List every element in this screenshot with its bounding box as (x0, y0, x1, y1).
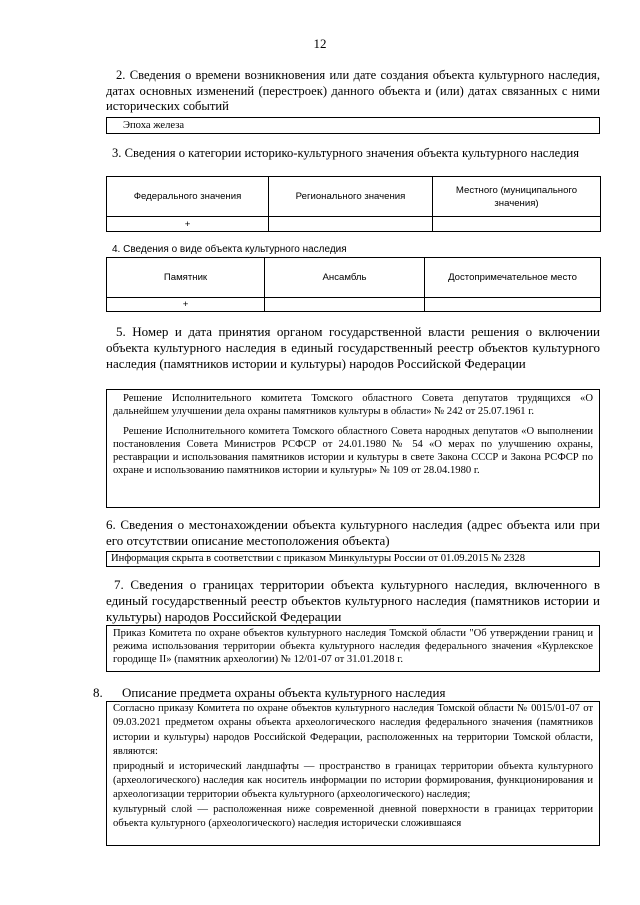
section4-mark-landmark (425, 298, 601, 312)
section3-col-federal: Федерального значения (107, 177, 269, 217)
section5-decision-1961: Решение Исполнительного комитета Томского областного Совета депутатов трудящихся «О дальнейшем улучшении дела охраны памятников культуры в области» № 242 от 25.07.1961 г. (113, 393, 593, 417)
section5-heading: 5. Номер и дата принятия органом государственной власти решения о включении объекта культурного наследия в единый государственный реестр объектов культурного наследия (памятников истории и культуры) народов Российской Федерации (106, 324, 600, 371)
section8-paragraph-1: Согласно приказу Комитета по охране объектов культурного наследия Томской области № 0015/01-07 от 09.03.2021 предметом охраны объекта археологического наследия федерального значения (памятников истории и культуры) народов Российской Федерации, расположенных на территории Томской области, являются: (113, 703, 593, 758)
section7-value: Приказ Комитета по охране объектов культурного наследия Томской области "Об утверждении границ и режима использования территории объекта культурного наследия федерального значения «Курлекское городище II» (памятник археологии) № 12/01-07 от 31.01.2018 г. (113, 628, 593, 665)
section8-paragraph-2: природный и исторический ландшафты — пространство в границах территории объекта культурного (археологического) наследия как носитель информации по истории формирования, функционирования и археологизации территории объекта культурного (археологического) наследия; (113, 760, 593, 801)
section2-value: Эпоха железа (123, 120, 185, 131)
section3-col-local: Местного (муниципального значения) (433, 177, 601, 217)
page-number: 12 (313, 36, 327, 51)
section4-table (106, 257, 601, 312)
section4-col-monument: Памятник (107, 258, 265, 298)
section3-heading: 3. Сведения о категории историко-культурного значения объекта культурного наследия (112, 146, 580, 160)
section8-heading: Описание предмета охраны объекта культурного наследия (122, 685, 446, 700)
section3-table (106, 176, 601, 232)
section7-value-box (106, 625, 600, 672)
section6-value-box (106, 551, 600, 567)
section8-number: 8. (93, 685, 103, 700)
section3-mark-local (433, 217, 601, 232)
section4-col-landmark: Достопримечательное место (425, 258, 601, 298)
section4-mark-monument: + (107, 298, 265, 312)
section8-box (106, 701, 600, 846)
section3-col-regional: Регионального значения (269, 177, 433, 217)
section7-heading: 7. Сведения о границах территории объекта культурного наследия, включенного в единый государственный реестр объектов культурного наследия (памятников истории и культуры) народов Российской Федерации (106, 577, 600, 624)
section3-mark-regional (269, 217, 433, 232)
section2-heading: 2. Сведения о времени возникновения или дате создания объекта культурного наследия, датах основных изменений (перестроек) данного объекта и (или) датах связанных с ними исторических событий (106, 68, 600, 113)
section6-heading: 6. Сведения о местонахождении объекта культурного наследия (адрес объекта или при его отсутствии описание местоположения объекта) (106, 517, 600, 548)
section5-box (106, 389, 600, 508)
section4-mark-ensemble (265, 298, 425, 312)
section5-decision-1980: Решение Исполнительного комитета Томского областного Совета народных депутатов «О выполнении постановления Совета Министров РСФСР от 24.01.1980 № 54 «О мерах по улучшению охраны, реставрации и использования памятников истории и культуры в свете Закона СССР и Закона РСФСР по охране и использованию памятников истории и культуры» № 109 от 28.04.1980 г. (113, 426, 593, 476)
section4-heading: 4. Сведения о виде объекта культурного наследия (112, 244, 347, 255)
section3-mark-federal: + (107, 217, 269, 232)
section4-col-ensemble: Ансамбль (265, 258, 425, 298)
section8-paragraph-3: культурный слой — расположенная ниже современной дневной поверхности в границах территории объекта культурного (археологического) наследия исторически сложившаяся (113, 803, 593, 830)
section6-value: Информация скрыта в соответствии с приказом Минкультуры России от 01.09.2015 № 2328 (111, 553, 526, 564)
section2-value-box (106, 117, 600, 134)
